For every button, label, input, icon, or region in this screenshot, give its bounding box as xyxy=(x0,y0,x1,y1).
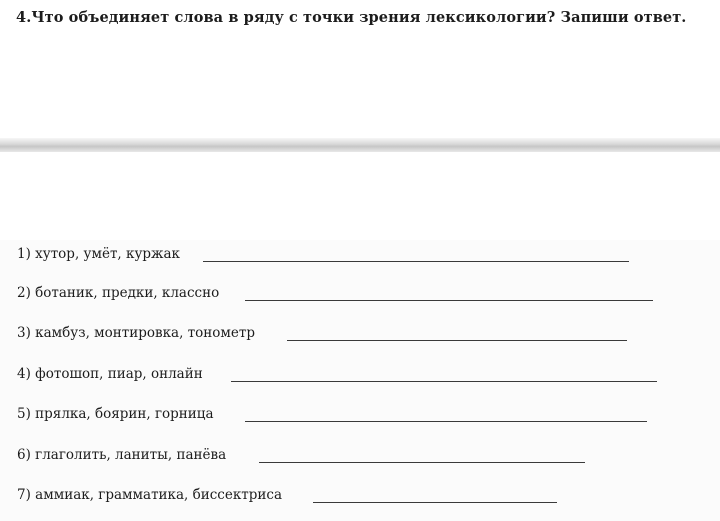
question-sheet xyxy=(0,0,720,140)
list-item-4 xyxy=(17,366,203,388)
item-words: фотошоп, пиар, онлайн xyxy=(35,366,203,382)
list-item-7 xyxy=(17,487,282,509)
item-number: 3) xyxy=(17,325,31,341)
item-words: хутор, умёт, куржак xyxy=(35,246,180,262)
list-item-6 xyxy=(17,447,226,469)
answer-line-2[interactable] xyxy=(245,300,653,301)
question-title: 4.Что объединяет слова в ряду с точки зрения лексикологии? Запиши ответ. xyxy=(16,9,687,26)
answer-line-5[interactable] xyxy=(245,421,647,422)
item-number: 7) xyxy=(17,487,31,503)
item-words: камбуз, монтировка, тонометр xyxy=(35,325,256,341)
item-number: 4) xyxy=(17,366,31,382)
item-words: ботаник, предки, классно xyxy=(35,285,220,301)
answer-line-6[interactable] xyxy=(259,462,585,463)
answer-line-3[interactable] xyxy=(287,340,627,341)
item-words: аммиак, грамматика, биссектриса xyxy=(35,487,283,503)
answer-line-7[interactable] xyxy=(313,502,557,503)
page-separator xyxy=(0,138,720,152)
list-item-2 xyxy=(17,285,219,307)
answer-line-1[interactable] xyxy=(203,261,629,262)
list-item-1 xyxy=(17,246,180,268)
item-words: глаголить, ланиты, панёва xyxy=(35,447,227,463)
list-item-3 xyxy=(17,325,255,347)
item-number: 2) xyxy=(17,285,31,301)
item-number: 1) xyxy=(17,246,31,262)
item-number: 6) xyxy=(17,447,31,463)
item-words: прялка, боярин, горница xyxy=(35,406,214,422)
list-item-5 xyxy=(17,406,214,428)
item-number: 5) xyxy=(17,406,31,422)
answer-line-4[interactable] xyxy=(231,381,657,382)
